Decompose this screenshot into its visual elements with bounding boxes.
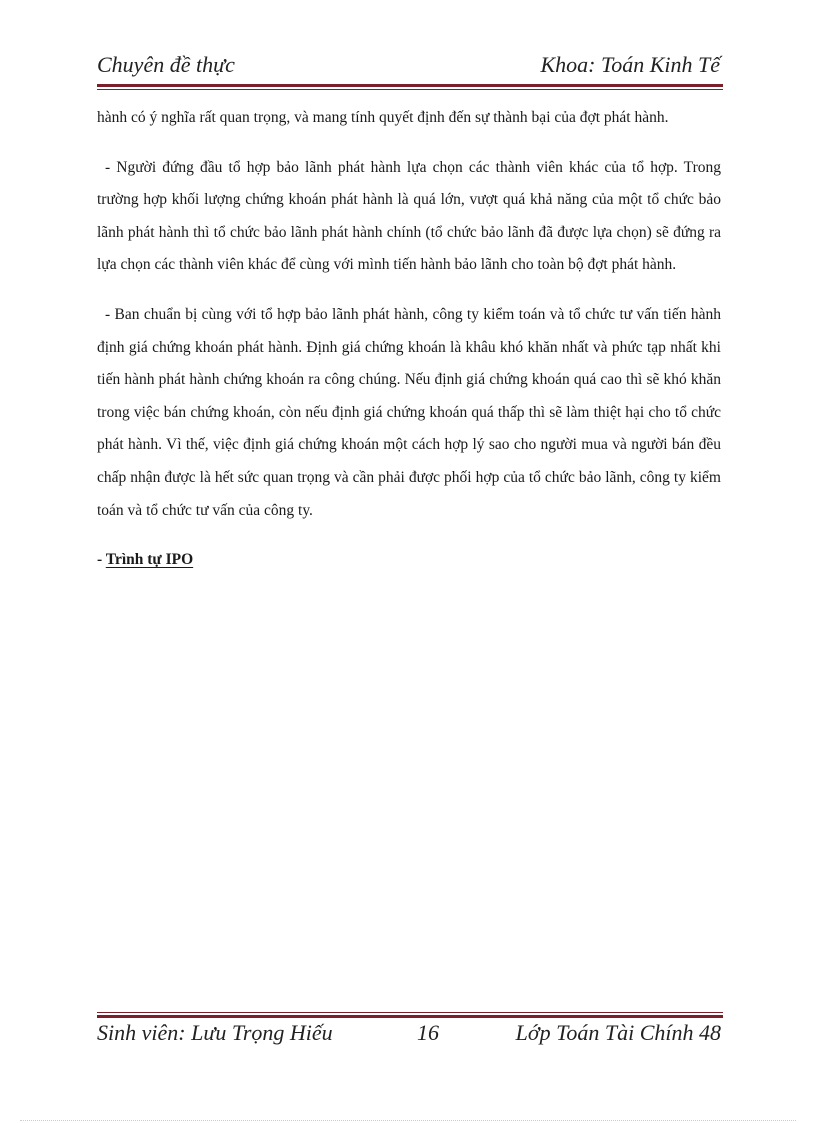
paragraph-2: - Người đứng đầu tổ hợp bảo lãnh phát hành lựa chọn các thành viên khác của tổ hợp. Trong trường hợp khối lượng chứng khoán phát hành là quá lớn, vượt quá khả năng của một tổ chức bảo lãnh phát hành thì tổ chức bảo lãnh phát hành chính (tổ chức bảo lãnh đã được lựa chọn) sẽ đứng ra lựa chọn các thành viên khác để cùng với mình tiến hành bảo lãnh cho toàn bộ đợt phát hành. [97,158,721,274]
section-heading [97,544,721,577]
page-header [97,50,720,82]
page-body [97,102,721,594]
page-bottom-divider [20,1120,796,1122]
paragraph-3: - Ban chuẩn bị cùng với tổ hợp bảo lãnh phát hành, công ty kiểm toán và tổ chức tư vấn tiến hành định giá chứng khoán phát hành. Định giá chứng khoán là khâu khó khăn nhất và phức tạp nhất khi tiến hành phát hành chứng khoán ra công chúng. Nếu định giá chứng khoán quá cao thì sẽ khó khăn trong việc bán chứng khoán, còn nếu định giá chứng khoán quá thấp thì sẽ làm thiệt hại cho tổ chức phát hành. Vì thế, việc định giá chứng khoán một cách hợp lý sao cho người mua và người bán đều chấp nhận được là hết sức quan trọng và cần phải được phối hợp của tổ chức bảo lãnh, công ty kiểm toán và tổ chức tư vấn của công ty. [97,305,721,519]
footer-class-name: Lớp Toán Tài Chính 48 [515,1020,721,1045]
header-left-title: Chuyên đề thực [97,52,235,77]
paragraph-1: hành có ý nghĩa rất quan trọng, và mang tính quyết định đến sự thành bại của đợt phát hành. [97,109,669,126]
footer-student-name: Sinh viên: Lưu Trọng Hiếu [97,1020,333,1045]
header-rule-thick [97,84,723,87]
footer-rule-thin [97,1012,723,1013]
footer-rule-thick [97,1015,723,1018]
header-rule-thin [97,89,723,90]
header-right-department: Khoa: Toán Kinh Tế [540,52,720,77]
section-heading-text: Trình tự IPO [105,551,194,569]
footer-page-number: 16 [417,1020,439,1045]
section-heading-prefix: - [97,551,106,569]
page-footer [97,1020,723,1050]
